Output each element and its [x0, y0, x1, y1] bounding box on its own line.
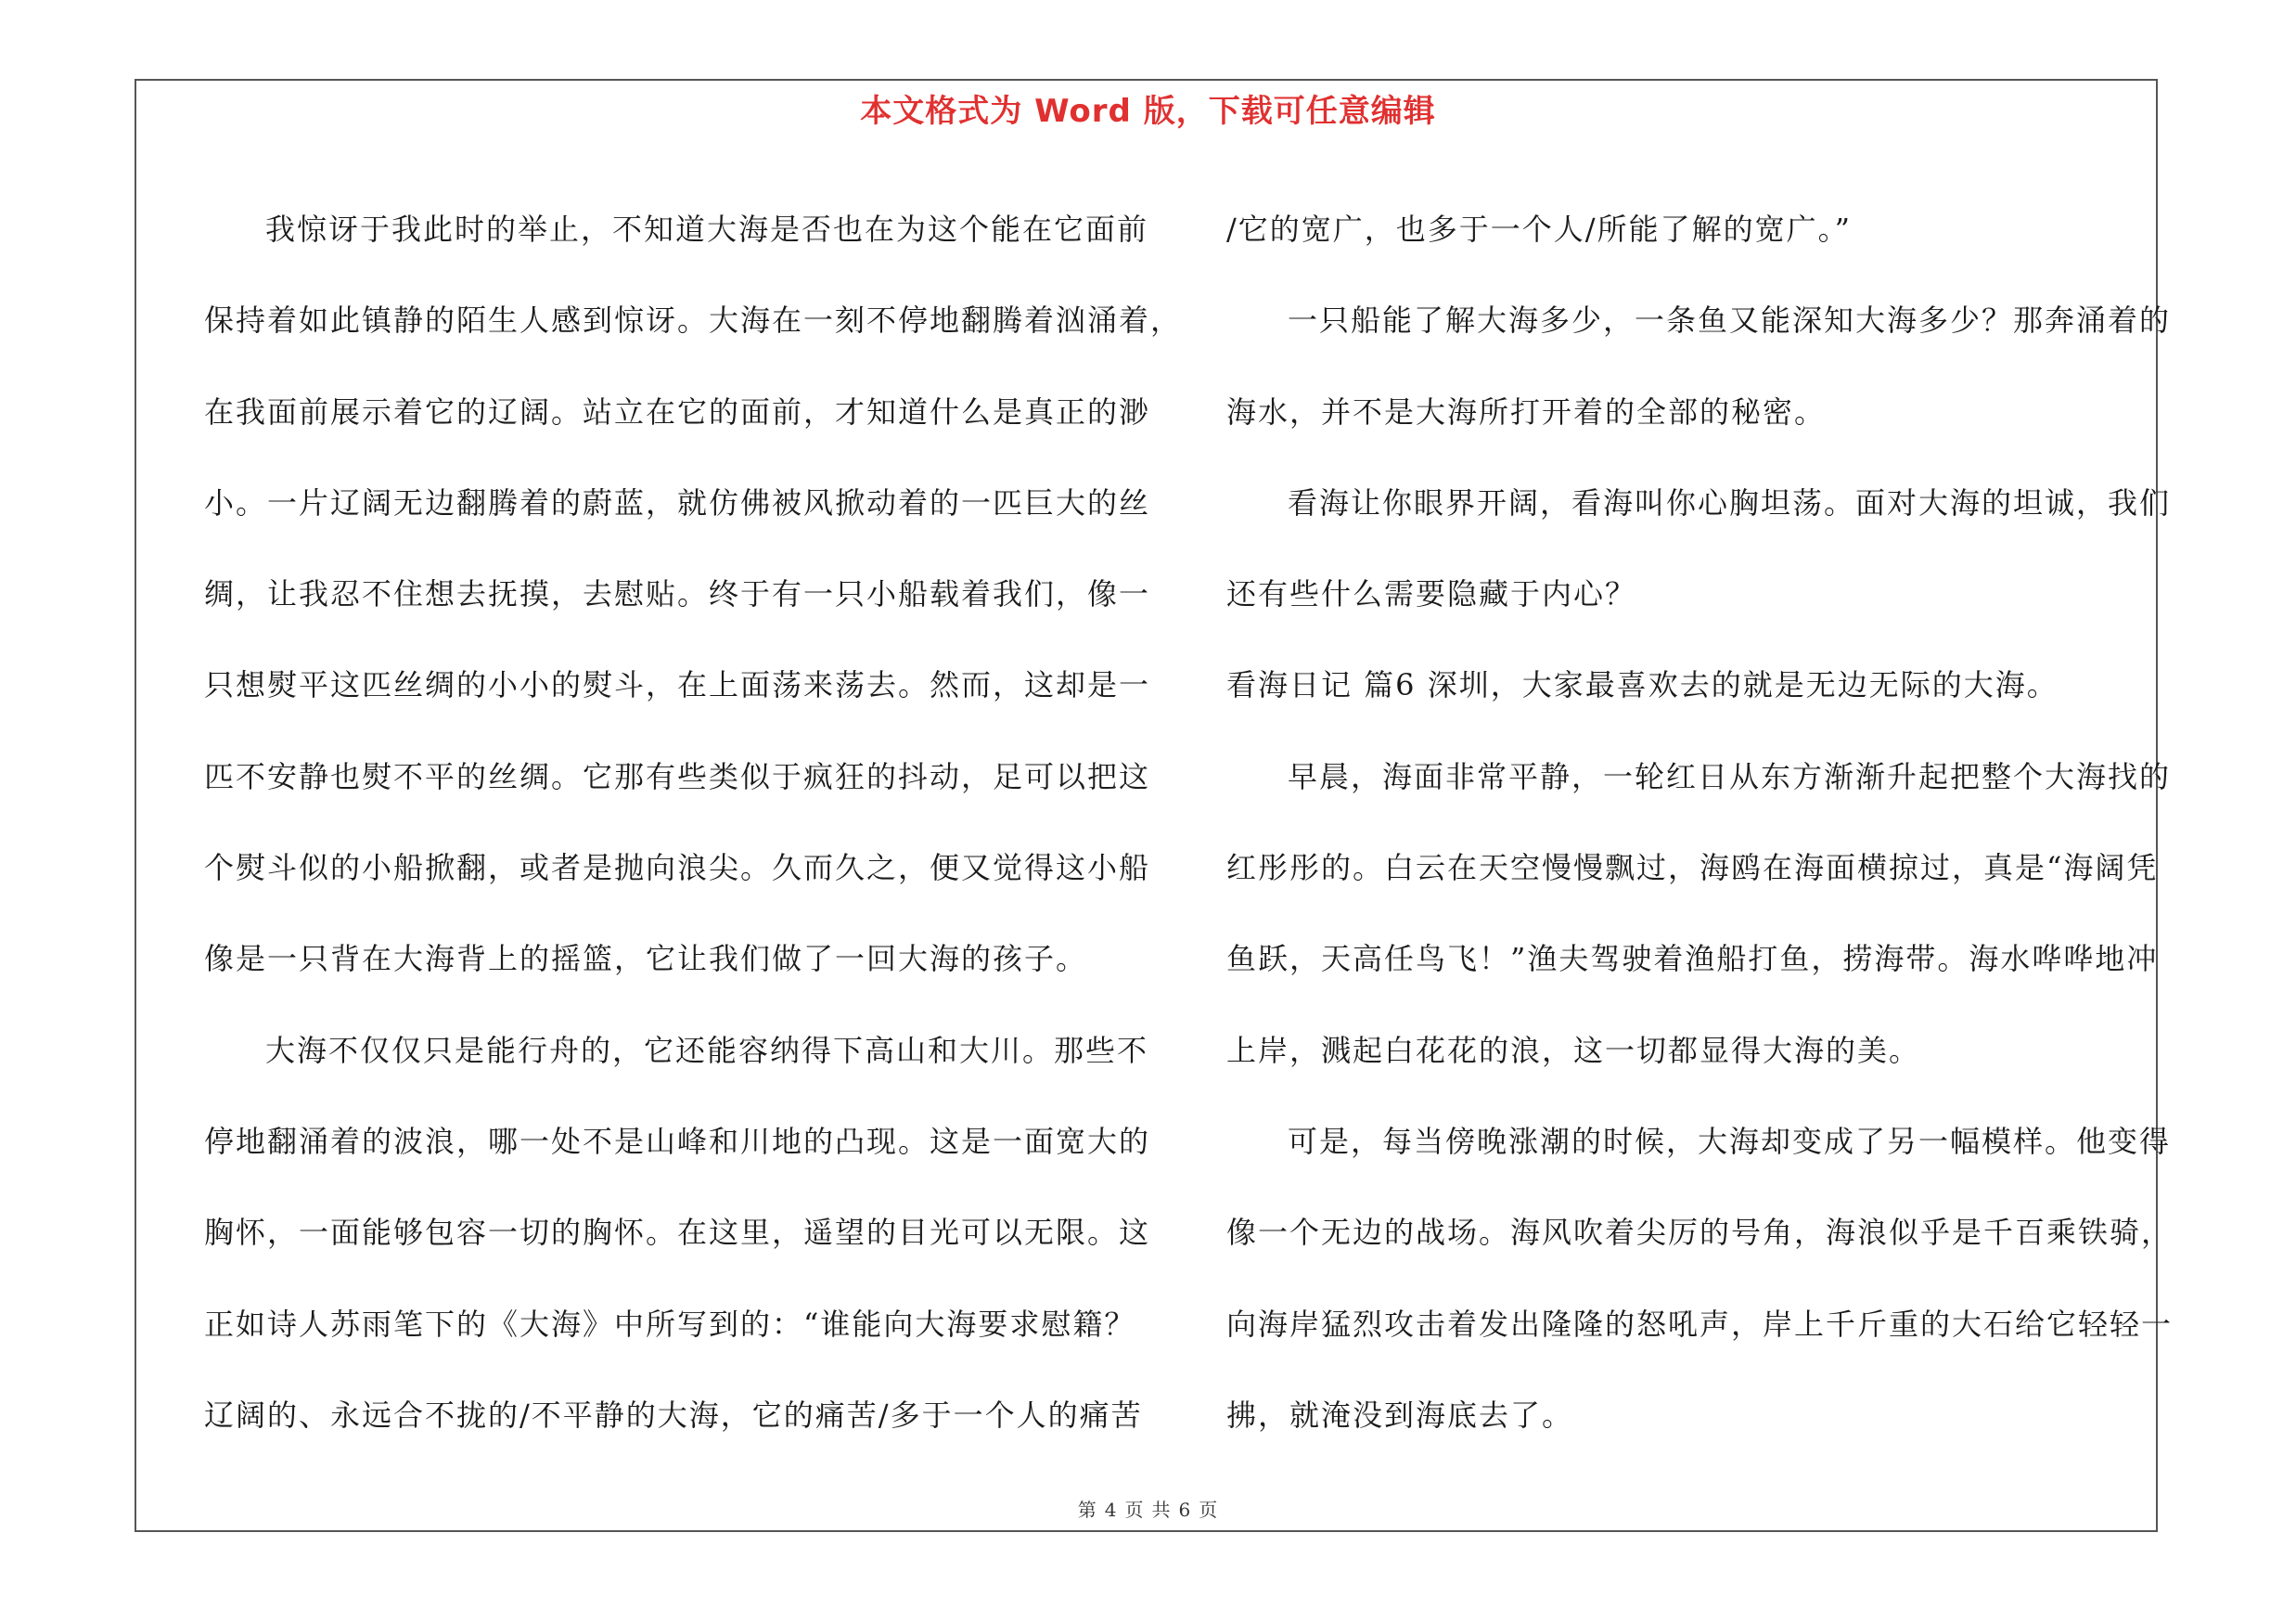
footer-page-word: 页 [1124, 1499, 1145, 1521]
text-line: 可是，每当傍晚涨潮的时候，大海却变成了另一幅模样。他变得 [1288, 1123, 2172, 1159]
text-line: 辽阔的、永远合不拢的/不平静的大海，它的痛苦/多于一个人的痛苦 [204, 1397, 1143, 1433]
text-line: 保持着如此镇静的陌生人感到惊讶。大海在一刻不停地翻腾着汹涌着， [204, 303, 1183, 339]
text-line: 在我面前展示着它的辽阔。站立在它的面前，才知道什么是真正的渺 [204, 393, 1151, 430]
text-line: 大海不仅仅只是能行舟的，它还能容纳得下高山和大川。那些不 [265, 1032, 1149, 1068]
text-line: 向海岸猛烈攻击着发出隆隆的怒吼声，岸上千斤重的大石给它轻轻一 [1226, 1306, 2174, 1342]
footer-current-page: 4 [1104, 1499, 1118, 1521]
text-line: 我惊讶于我此时的举止，不知道大海是否也在为这个能在它面前 [265, 212, 1149, 247]
text-line: 鱼跃，天高任鸟飞！”渔夫驾驶着渔船打鱼，捞海带。海水哗哗地冲 [1226, 941, 2159, 977]
text-line: 海水，并不是大海所打开着的全部的秘密。 [1226, 393, 1827, 430]
text-line: 个熨斗似的小船掀翻，或者是抛向浪尖。久而久之，便又觉得这小船 [204, 850, 1151, 886]
text-line: 上岸，溅起白花花的浪，这一切都显得大海的美。 [1226, 1032, 1921, 1068]
text-line: 红彤彤的。白云在天空慢慢飘过，海鸥在海面横掠过，真是“海阔凭 [1226, 850, 2159, 886]
text-line: 胸怀，一面能够包容一切的胸怀。在这里，遥望的目光可以无限。这 [204, 1215, 1151, 1251]
text-line: 像一个无边的战场。海风吹着尖厉的号角，海浪似乎是千百乘铁骑， [1226, 1215, 2174, 1251]
text-line: 绸，让我忍不住想去抚摸，去慰贴。终于有一只小船载着我们，像一 [204, 576, 1151, 612]
page-banner: 本文格式为 Word 版，下载可任意编辑 [860, 93, 1436, 130]
footer-prefix: 第 [1077, 1499, 1097, 1521]
text-line: /它的宽广，也多于一个人/所能了解的宽广。” [1226, 212, 1852, 247]
text-line: 停地翻涌着的波浪，哪一处不是山峰和川地的凸现。这是一面宽大的 [204, 1123, 1151, 1159]
text-line: 正如诗人苏雨笔下的《大海》中所写到的：“谁能向大海要求慰籍？ [204, 1306, 1136, 1342]
footer-total-prefix: 共 [1151, 1499, 1172, 1521]
right-text-column [1226, 184, 2174, 1461]
text-line: 拂，就淹没到海底去了。 [1226, 1397, 1574, 1433]
left-text-column [204, 184, 1183, 1461]
text-line: 还有些什么需要隐藏于内心？ [1226, 576, 1637, 612]
text-line: 看海日记 篇6 深圳，大家最喜欢去的就是无边无际的大海。 [1226, 667, 2059, 703]
text-line: 小。一片辽阔无边翻腾着的蔚蓝，就仿佛被风掀动着的一匹巨大的丝 [204, 484, 1151, 521]
text-line: 早晨，海面非常平静，一轮红日从东方渐渐升起把整个大海找的 [1288, 758, 2172, 794]
text-line: 只想熨平这匹丝绸的小小的熨斗，在上面荡来荡去。然而，这却是一 [204, 667, 1151, 703]
text-line: 匹不安静也熨不平的丝绸。它那有些类似于疯狂的抖动，足可以把这 [204, 758, 1151, 794]
page-footer [0, 1495, 2296, 1522]
footer-total-pages: 6 [1178, 1499, 1192, 1521]
text-line: 像是一只背在大海背上的摇篮，它让我们做了一回大海的孩子。 [204, 941, 1088, 977]
text-line: 看海让你眼界开阔，看海叫你心胸坦荡。面对大海的坦诚，我们 [1288, 484, 2172, 521]
footer-suffix: 页 [1199, 1499, 1219, 1521]
text-line: 一只船能了解大海多少，一条鱼又能深知大海多少？那奔涌着的 [1288, 303, 2172, 339]
